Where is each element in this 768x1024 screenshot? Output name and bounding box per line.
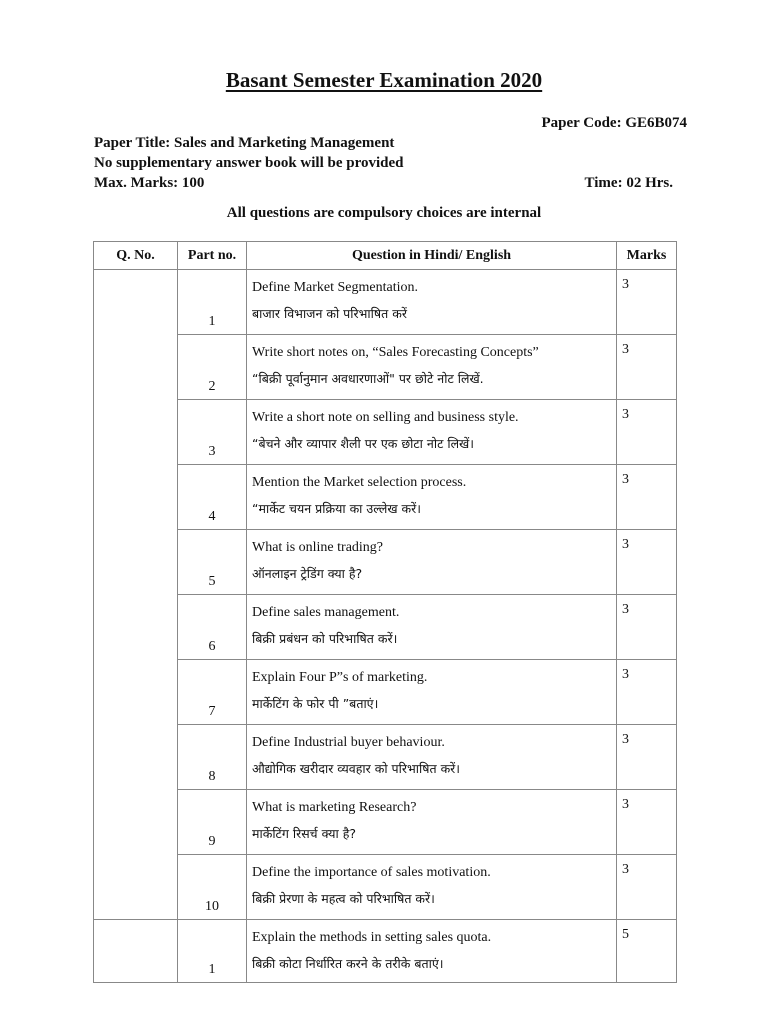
part-number-cell bbox=[178, 465, 247, 530]
table-row bbox=[94, 465, 677, 530]
marks-cell: 3 bbox=[617, 530, 677, 595]
marks-cell: 3 bbox=[617, 270, 677, 335]
table-row bbox=[94, 270, 677, 335]
question-english: What is marketing Research? bbox=[252, 800, 417, 815]
part-number: 7 bbox=[208, 704, 216, 719]
table-row bbox=[94, 400, 677, 465]
question-hindi: मार्केटिंग रिसर्च क्या है? bbox=[252, 826, 356, 841]
max-marks: Max. Marks: 100 bbox=[94, 175, 205, 191]
paper-code: Paper Code: GE6B074 bbox=[541, 115, 687, 131]
marks-cell: 3 bbox=[617, 335, 677, 400]
part-number-cell bbox=[178, 400, 247, 465]
part-number: 1 bbox=[208, 314, 216, 329]
marks-cell: 3 bbox=[617, 465, 677, 530]
marks-cell: 3 bbox=[617, 595, 677, 660]
question-table bbox=[93, 241, 677, 983]
marks-cell: 3 bbox=[617, 855, 677, 920]
question-cell bbox=[247, 530, 617, 595]
question-english: Define Market Segmentation. bbox=[252, 280, 419, 295]
question-cell bbox=[247, 660, 617, 725]
marks-cell: 3 bbox=[617, 790, 677, 855]
part-number-cell bbox=[178, 920, 247, 983]
question-hindi: औद्योगिक खरीदार व्यवहार को परिभाषित करें। bbox=[252, 761, 461, 776]
question-english: Define sales management. bbox=[252, 605, 400, 620]
part-number: 10 bbox=[205, 899, 219, 914]
qno-cell bbox=[94, 920, 178, 983]
question-cell bbox=[247, 335, 617, 400]
question-cell bbox=[247, 855, 617, 920]
marks-cell: 3 bbox=[617, 400, 677, 465]
question-hindi: बाजार विभाजन को परिभाषित करें bbox=[252, 306, 407, 321]
question-english: Explain Four P”s of marketing. bbox=[252, 670, 428, 685]
supplementary-note: No supplementary answer book will be provided bbox=[94, 155, 404, 171]
question-english: Define Industrial buyer behaviour. bbox=[252, 735, 445, 750]
part-number-cell bbox=[178, 595, 247, 660]
part-number-cell bbox=[178, 855, 247, 920]
part-number-cell bbox=[178, 725, 247, 790]
question-hindi: मार्केटिंग के फोर पी ”बताएं। bbox=[252, 696, 379, 711]
question-hindi: “बिक्री पूर्वानुमान अवधारणाओं" पर छोटे नोट लिखें. bbox=[252, 371, 484, 386]
question-hindi: बिक्री प्रबंधन को परिभाषित करें। bbox=[252, 631, 398, 646]
question-hindi: ऑनलाइन ट्रेडिंग क्या है? bbox=[252, 566, 363, 581]
part-number-cell bbox=[178, 270, 247, 335]
marks-cell: 5 bbox=[617, 920, 677, 983]
table-row bbox=[94, 790, 677, 855]
question-english: Write short notes on, “Sales Forecasting Concepts” bbox=[252, 345, 539, 360]
part-number: 4 bbox=[208, 509, 216, 524]
column-header-part: Part no. bbox=[178, 242, 247, 270]
question-cell bbox=[247, 920, 617, 983]
part-number-cell bbox=[178, 530, 247, 595]
part-number-cell bbox=[178, 790, 247, 855]
question-cell bbox=[247, 270, 617, 335]
question-english: Write a short note on selling and business style. bbox=[252, 410, 519, 425]
question-hindi: “मार्केट चयन प्रक्रिया का उल्लेख करें। bbox=[252, 501, 421, 516]
marks-cell: 3 bbox=[617, 660, 677, 725]
part-number: 2 bbox=[208, 379, 216, 394]
part-number-cell bbox=[178, 335, 247, 400]
time-allowed: Time: 02 Hrs. bbox=[584, 175, 673, 191]
instructions: All questions are compulsory choices are internal bbox=[226, 205, 542, 221]
table-row bbox=[94, 920, 677, 983]
page-title bbox=[0, 68, 768, 93]
table-header-row bbox=[94, 242, 677, 270]
question-cell bbox=[247, 595, 617, 660]
table-row bbox=[94, 855, 677, 920]
paper-title: Paper Title: Sales and Marketing Management bbox=[94, 135, 395, 151]
part-number: 3 bbox=[208, 444, 216, 459]
part-number: 9 bbox=[208, 834, 216, 849]
question-english: Explain the methods in setting sales quota. bbox=[252, 930, 492, 945]
column-header-qno: Q. No. bbox=[94, 242, 178, 270]
exam-title-text: Basant Semester Examination 2020 bbox=[225, 68, 543, 92]
question-cell bbox=[247, 465, 617, 530]
part-number: 8 bbox=[208, 769, 216, 784]
qno-cell bbox=[94, 270, 178, 920]
question-hindi: “बेचने और व्यापार शैली पर एक छोटा नोट लिखें। bbox=[252, 436, 475, 451]
part-number: 6 bbox=[208, 639, 216, 654]
question-hindi: बिक्री कोटा निर्धारित करने के तरीके बताएं। bbox=[252, 956, 444, 971]
question-english: Define the importance of sales motivation. bbox=[252, 865, 491, 880]
table-row bbox=[94, 725, 677, 790]
column-header-marks: Marks bbox=[617, 242, 677, 270]
question-english: What is online trading? bbox=[252, 540, 384, 555]
question-cell bbox=[247, 400, 617, 465]
column-header-question: Question in Hindi/ English bbox=[247, 242, 617, 270]
part-number: 5 bbox=[208, 574, 216, 589]
question-hindi: बिक्री प्रेरणा के महत्व को परिभाषित करें। bbox=[252, 891, 435, 906]
question-cell bbox=[247, 790, 617, 855]
question-cell bbox=[247, 725, 617, 790]
marks-cell: 3 bbox=[617, 725, 677, 790]
table-row bbox=[94, 660, 677, 725]
question-english: Mention the Market selection process. bbox=[252, 475, 467, 490]
part-number: 1 bbox=[208, 962, 216, 977]
table-row bbox=[94, 335, 677, 400]
table-row bbox=[94, 530, 677, 595]
table-row bbox=[94, 595, 677, 660]
part-number-cell bbox=[178, 660, 247, 725]
